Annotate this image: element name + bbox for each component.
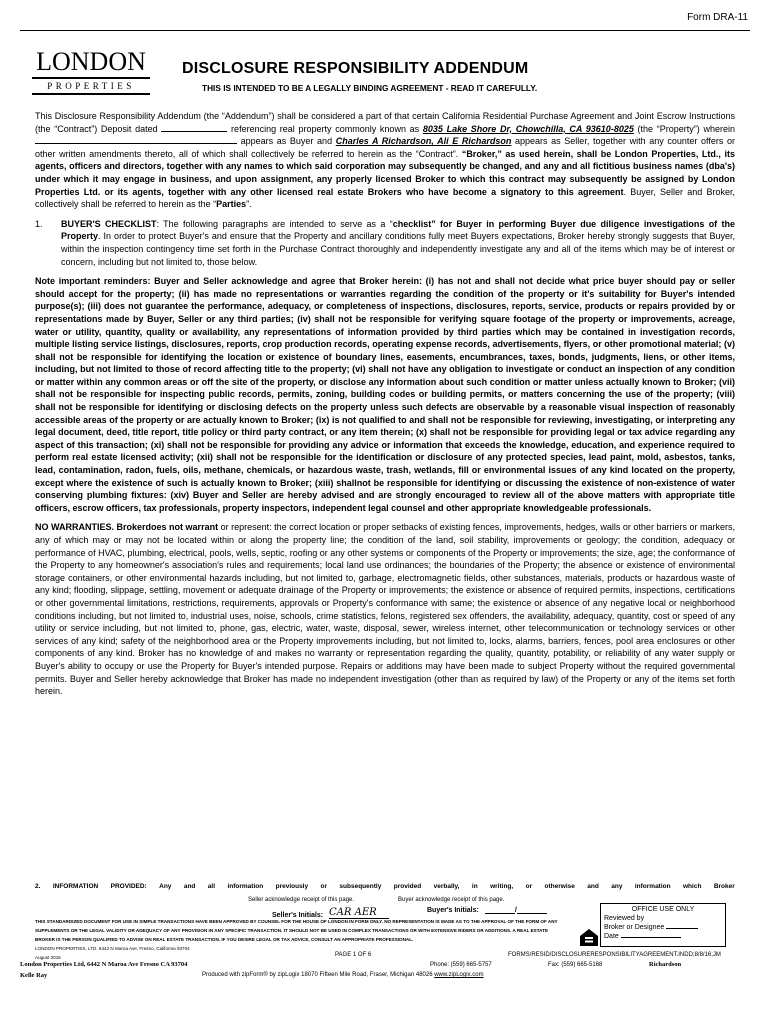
section-2-word: information xyxy=(227,883,264,890)
office-broker xyxy=(604,923,722,932)
deposit-date-field[interactable] xyxy=(161,123,227,132)
section-2-word: in xyxy=(471,883,478,890)
footer-produced xyxy=(202,972,484,978)
company-address-small: LONDON PROPERTIES, LTD. 6442 N Maroa Ave, Fresno, California 93704 xyxy=(35,946,190,951)
date-label: Date xyxy=(604,933,619,940)
section-heading: BUYER'S CHECKLIST xyxy=(61,218,157,229)
section-2-word: and xyxy=(587,883,599,890)
buyer-initials xyxy=(427,907,547,914)
page-title: DISCLOSURE RESPONSIBILITY ADDENDUM xyxy=(182,60,529,77)
section-2-word: provided xyxy=(393,883,422,890)
seller-names[interactable]: Charles A Richardson, Ali E Richardson xyxy=(335,136,512,147)
form-filename: FORMS/RESID/DISCLOSURERESPONSIBILITYAGREEMENT.INDD;8/8/16;JM xyxy=(508,952,721,958)
buyer-initials-field-2[interactable] xyxy=(517,913,547,914)
seller-initials-label: Seller's Initials: xyxy=(272,912,324,919)
section-2-word: Broker xyxy=(713,883,735,890)
section-text-bold: checklist” for Buyer in performing Buyer due diligence investigations of the Property xyxy=(61,218,736,242)
broker-designee-field[interactable] xyxy=(666,928,698,929)
office-reviewed xyxy=(604,914,722,923)
logo-line1: LONDON xyxy=(36,47,146,76)
section-1-item xyxy=(35,218,735,268)
no-warranties-paragraph xyxy=(35,521,735,697)
form-date: August 2016 xyxy=(35,955,61,960)
warranties-lead: Brokerdoes not warrant xyxy=(114,522,219,533)
equal-housing-opportunity-icon xyxy=(579,928,599,948)
buyer-name-field[interactable] xyxy=(35,135,237,144)
section-text: . In order to protect Buyer's and ensure that the Property and ancillary conditions fully meet Buyers expectations, Broker hereby strongly suggests that Buyer, within the inspection contingency time set forth in the Purchase Contract thoroughly and independently investigate any and all of the items which may be of interest or concern, including but not limited to, those below. xyxy=(61,231,735,267)
section-2-word: or xyxy=(320,883,328,890)
parties-term: Parties xyxy=(216,199,247,210)
section-2-word: and xyxy=(183,883,196,890)
office-date xyxy=(604,932,722,941)
seller-ack-text: Seller acknowledge receipt of this page. xyxy=(248,897,355,903)
buyer-initials-field-1[interactable] xyxy=(485,913,515,914)
form-id: Form DRA-11 xyxy=(687,12,748,23)
warranties-text: or represent: the correct location or proper setbacks of existing fences, improvements, hedges, walls or other barriers or markers, any of which may or may not be located within or along the property line; the condition of the land, soil stability, improvements or geology; the condition, adequacy or performance of HVAC, plumbing, electrical, pools, wells, septic, roofing or any other systems or components of the Property or improvements; the size, age; the conformance of the Property to any homeowner's association's rules and requirements; local land use ordinances; the boundaries of the Property; the absence or existence of environmental storage containers, or other environmental hazards including, but not limited to, garbage, electromagnetic fields, other substances, materials, products or hazardous waste of any kind; flooding, slippage, settling, movement or adequate drainage of the Property or improvements; the existence or absence of required permits, inspections, certifications or other governmental limitations, restrictions, requirements, approvals or Property's conformance with same; the existence or absence of any negative local or neighborhood conditions including, but not limited to, industrial uses, noise, schools, crime statistics, felons, registered sex offenders, the availability, adequacy, quantity, cost or speed of any utility or service including, but not limited to, phone, gas, electric, water, waste, disposal, sewer, wireless internet, other telecommunication or technology services or other services of any kind; safety of the neighborhood area or the Property improvements including, but not limited to, locks, alarms, barriers, fences, pool area enclosures or other components of any kind. Broker has no knowledge of and makes no warranty or representation regarding the quality, quantity, potability, or reliability of any water supply or Buyer's ability to occupy or use the Property for Buyer's intended purpose. Repairs or additions may have been made to subject Property without the required governmental permits. Buyer and Seller hereby acknowledge that Broker has made no independent investigation (other than as required by law) of the Property or any of the items set forth herein. xyxy=(35,522,735,697)
office-date-field[interactable] xyxy=(621,937,681,938)
buyer-initials-label: Buyer's Initials: xyxy=(427,907,479,914)
intro-text: (the “Property”) wherein xyxy=(633,123,735,134)
section-2-word: writing, xyxy=(490,883,514,890)
section-1 xyxy=(35,218,735,268)
footer-fax: Fax: (559) 665-5168 xyxy=(548,962,603,968)
section-text: : The following paragraphs are intended to serve as a “ xyxy=(156,218,393,229)
footer-agent: Kelle Ray xyxy=(20,972,48,979)
disclaimer-line: THIS STANDARDIZED DOCUMENT FOR USE IN SIMPLE TRANSACTIONS HAVE BEEN APPROVED BY COUNSEL FOR THE HOUSE OF LONDON IN FORM ONLY. NO REPRESENTATION IS MADE AS TO THE APPROVAL OF THE FORM OF ANY xyxy=(35,919,558,924)
office-use-box xyxy=(600,903,726,947)
intro-paragraph xyxy=(35,110,735,211)
reminders-paragraph: Note important reminders: Buyer and Seller acknowledge and agree that Broker herein: (i) has not and shall not decide what price buyer should pay or seller should accept for the property; (ii) has made no representations or warranties regarding the condition of the property or it's suitability for Buyer's intended purpose(s); (iii) does not guarantee the performance, adequacy, or completeness of inspections, disclosures, reports, service, products or repairs provided by or representations made by Buyer, Seller or any third parties; (iv) shall not be responsible for verifying square footage of the property or improvements, acreage, water or utility, quantity, quality or availability, any representations of information provided by third parties which may be contained in investigation records, multiple listing service listings, disclosures, reports, crop production records, operating expense records, advertisements, flyers, or other promotional material; (v) shall not be responsible for identifying the location or existence of boundary lines, easements, encumbrances, taxes, bonds, judgments, liens, or other items, including, but not limited to those of record affecting title to the property; (vi) shall not have any obligation to investigate or conduct an inspection of any condition or matter within any common areas or off the site of the property, or disclose any information about such condition or matter unless actually known to Broker; (vii) shall not be responsible for inspecting public records, permits, zoning, building codes or building permits, or matters concerning the use of the property; (viii) shall not be responsible for identifying or disclosing defects on the property unless such defects are observable by a reasonable visual inspection of reasonably accessible areas of the property or are actually known to Broker; (ix) is not qualified to and shall not be responsible for reviewing, investigating, or interpreting any legal document, deed, title report, title policy or third party contract, or any item therein; (x) shall not be responsible for providing legal or tax advice regarding any aspect of this transaction; (xi) shall not be responsible for providing any advice or information that exceeds the knowledge, education, and experience required to perform real estate licensed activity; (xii) shall not be responsible for the identification or disclosure of any protected species, lead paint, mold, asbestos, tanks, lead, contamination, radon, fuels, oils, methane, chemicals, or hazardous waste, trash, wetlands, fill or environmental issues of any kind located on the property, except where the existence of such is actually known to Broker; (xiii) shallnot be responsible for identifying or discussing the existence of non-existence of water conserving plumbing fixtures: (xiv) Buyer and Seller are hereby advised and are strongly encouraged to review all of the above matters with appropriate title officers, escrow officers, tax professionals, property inspectors, independent legal counsel and other appropriate knowledgeable professionals. xyxy=(35,276,735,513)
page-subtitle: THIS IS INTENDED TO BE A LEGALLY BINDING AGREEMENT - READ IT CAREFULLY. xyxy=(202,83,538,93)
section-2-word: which xyxy=(683,883,702,890)
ziplogix-link[interactable]: www.zipLogix.com xyxy=(434,972,484,978)
disclaimer-line: BROKER IS THE PERSON QUALIFIED TO ADVISE ON REAL ESTATE TRANSACTION. IF YOU DESIRE LEGAL OR TAX ADVICE, CONSULT AN APPROPRIATE PROFESSIONAL. xyxy=(35,937,414,942)
section-2-word: INFORMATION xyxy=(52,883,99,890)
section-2-word: PROVIDED: xyxy=(110,883,147,890)
company-logo xyxy=(32,47,150,95)
section-2-word: verbally, xyxy=(433,883,460,890)
section-2-word: any xyxy=(611,883,623,890)
footer-transaction-name: Richardson xyxy=(649,961,682,968)
footer-company: London Properties Ltd, 6442 N Maroa Ave Fresno CA 93704 xyxy=(20,961,188,968)
intro-text: appears as Buyer and xyxy=(237,136,336,147)
section-number: 1. xyxy=(35,218,43,229)
section-2-word: 2. xyxy=(35,883,41,890)
buyer-ack-text: Buyer acknowledge receipt of this page. xyxy=(398,897,505,903)
footer-phone: Phone: (559) 665-5757 xyxy=(430,962,492,968)
disclaimer-line: SUPPLEMENTS OR THE LEGAL VALIDITY OR ADEQUACY OF ANY PROVISION IN ANY SPECIFIC TRANSACTION. IT SHOULD NOT BE USED IN COMPLEX TRANSACTIONS OR WITH EXTENSIVE RIDERS OR ADDITIONS. A REAL ESTATE xyxy=(35,928,549,933)
section-2-word: otherwise xyxy=(544,883,575,890)
buyer-initials-separator: / xyxy=(514,907,517,914)
broker-designee-label: Broker or Designee xyxy=(604,924,665,931)
property-address[interactable]: 8035 Lake Shore Dr, Chowchilla, CA 93610-8025 xyxy=(422,123,634,134)
broker-definition: “Broker,” as used herein, shall be London Properties, Ltd., its agents, officers and directors, together with any names to which said corporation may subsequently be changed, and any and all fictitious business names (dba's) under which it may engage in business, and upon assignment, any properly licensed Broker to which this contract may subsequently be assigned by London Properties Ltd. or its agents, together with any other licensed real estate Brokers who have become a signatory to this agreement xyxy=(35,148,735,197)
section-2-word: subsequently xyxy=(339,883,382,890)
top-rule xyxy=(20,30,750,31)
section-2-heading-line xyxy=(35,883,735,890)
warranties-heading: NO WARRANTIES. xyxy=(35,522,115,533)
document-body xyxy=(35,110,735,705)
logo-line2: PROPERTIES xyxy=(32,77,150,95)
section-2-word: Any xyxy=(159,883,172,890)
produced-text: Produced with zipForm® by zipLogix 18070 Fifteen Mile Road, Fraser, Michigan 48026 xyxy=(202,972,435,978)
intro-text: ”. xyxy=(246,199,252,210)
intro-text: appears as Seller, together with any counter offers or other written amendments thereto, all of which shall collectively be referred to herein as the “Contract”. xyxy=(35,136,735,159)
intro-text: . Buyer, Seller and Broker, collectively shall be referred to herein as the “ xyxy=(35,186,735,210)
intro-text: This Disclosure Responsibility Addendum (the “Addendum”) shall be considered a part of that certain California Residential Purchase Agreement and Joint Escrow Instructions (the “Contract”) Deposit dated xyxy=(35,111,735,134)
office-use-title: OFFICE USE ONLY xyxy=(631,906,695,913)
seller-initials-signature: CAR AER xyxy=(329,907,377,918)
intro-text: referencing real property commonly known as xyxy=(227,123,423,134)
section-2-word: all xyxy=(207,883,216,890)
section-2-word: or xyxy=(525,883,533,890)
section-2-word: information xyxy=(634,883,671,890)
section-2-word: previously xyxy=(275,883,309,890)
reviewed-label: Reviewed by xyxy=(604,915,645,922)
page-number: PAGE 1 OF 6 xyxy=(335,952,372,958)
